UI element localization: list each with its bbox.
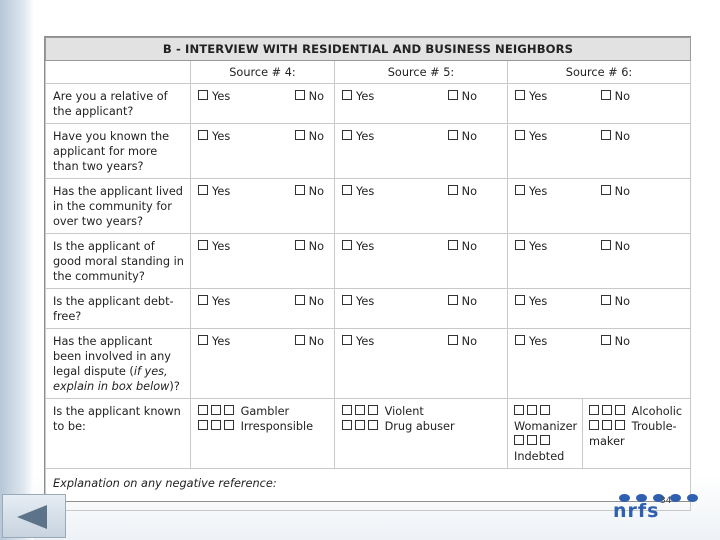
- yes-checkbox[interactable]: Yes: [198, 184, 230, 199]
- no-checkbox[interactable]: No: [295, 239, 324, 254]
- yes-checkbox[interactable]: Yes: [342, 89, 374, 104]
- yes-checkbox[interactable]: Yes: [342, 294, 374, 309]
- no-checkbox[interactable]: No: [448, 129, 477, 144]
- yes-checkbox[interactable]: Yes: [515, 334, 547, 349]
- header-blank-cell: [46, 61, 191, 84]
- interview-table: [45, 37, 691, 511]
- question-row: [46, 399, 691, 469]
- trait-indebted[interactable]: Indebted: [514, 434, 576, 464]
- trait-irresponsible[interactable]: Irresponsible: [198, 419, 328, 434]
- yes-checkbox[interactable]: Yes: [342, 129, 374, 144]
- question-moral-standing: Is the applicant of good moral standing in the community?: [46, 234, 191, 289]
- yes-checkbox[interactable]: Yes: [515, 239, 547, 254]
- yes-checkbox[interactable]: Yes: [515, 129, 547, 144]
- trait-violent[interactable]: Violent: [342, 404, 507, 419]
- question-debt-free: Is the applicant debt-free?: [46, 289, 191, 329]
- trait-alcoholic[interactable]: Alcoholic: [589, 404, 684, 419]
- yes-checkbox[interactable]: Yes: [198, 334, 230, 349]
- no-checkbox[interactable]: No: [295, 334, 324, 349]
- no-checkbox[interactable]: No: [601, 89, 630, 104]
- yes-checkbox[interactable]: Yes: [198, 294, 230, 309]
- form-title: B - INTERVIEW WITH RESIDENTIAL AND BUSINESS NEIGHBORS: [46, 38, 691, 61]
- explanation-label: Explanation on any negative reference:: [53, 477, 277, 490]
- no-checkbox[interactable]: No: [601, 239, 630, 254]
- yes-checkbox[interactable]: Yes: [342, 239, 374, 254]
- question-row: [46, 124, 691, 179]
- no-checkbox[interactable]: No: [448, 294, 477, 309]
- question-row: [46, 289, 691, 329]
- yes-checkbox[interactable]: Yes: [198, 129, 230, 144]
- question-known-two-years: Have you known the applicant for more than two years?: [46, 124, 191, 179]
- yes-checkbox[interactable]: Yes: [198, 239, 230, 254]
- trait-gambler[interactable]: Gambler: [198, 404, 328, 419]
- no-checkbox[interactable]: No: [295, 129, 324, 144]
- question-row: [46, 179, 691, 234]
- source-4-header: Source # 4:: [191, 61, 335, 84]
- neighbors-interview-form: [44, 36, 691, 502]
- yes-checkbox[interactable]: Yes: [515, 89, 547, 104]
- no-checkbox[interactable]: No: [601, 334, 630, 349]
- question-known-to-be: Is the applicant known to be:: [46, 399, 191, 469]
- no-checkbox[interactable]: No: [448, 239, 477, 254]
- no-checkbox[interactable]: No: [448, 89, 477, 104]
- no-checkbox[interactable]: No: [601, 129, 630, 144]
- no-checkbox[interactable]: No: [601, 184, 630, 199]
- source-5-header: Source # 5:: [335, 61, 508, 84]
- no-checkbox[interactable]: No: [295, 89, 324, 104]
- trait-womanizer[interactable]: Womanizer: [514, 404, 576, 434]
- no-checkbox[interactable]: No: [448, 334, 477, 349]
- question-legal-dispute: Has the applicant been involved in any legal dispute (if yes, explain in box below)?: [46, 329, 191, 399]
- question-lived-two-years: Has the applicant lived in the community for over two years?: [46, 179, 191, 234]
- yes-checkbox[interactable]: Yes: [342, 184, 374, 199]
- question-row: [46, 84, 691, 124]
- logo-text: nrfs: [613, 500, 660, 522]
- yes-checkbox[interactable]: Yes: [515, 294, 547, 309]
- slide-left-strip: [0, 0, 34, 540]
- no-checkbox[interactable]: No: [295, 294, 324, 309]
- yes-checkbox[interactable]: Yes: [342, 334, 374, 349]
- question-row: [46, 234, 691, 289]
- back-arrow-icon: [17, 505, 47, 529]
- page-number: 34: [660, 496, 672, 506]
- trait-troublemaker[interactable]: Trouble-maker: [589, 420, 677, 448]
- yes-checkbox[interactable]: Yes: [515, 184, 547, 199]
- previous-slide-button[interactable]: [2, 494, 66, 538]
- explanation-box[interactable]: [46, 469, 691, 511]
- question-relative: Are you a relative of the applicant?: [46, 84, 191, 124]
- nrfs-logo: [613, 494, 703, 524]
- trait-drug-abuser[interactable]: Drug abuser: [342, 419, 507, 434]
- source-6-header: Source # 6:: [508, 61, 691, 84]
- no-checkbox[interactable]: No: [295, 184, 324, 199]
- question-row: [46, 329, 691, 399]
- yes-checkbox[interactable]: Yes: [198, 89, 230, 104]
- no-checkbox[interactable]: No: [448, 184, 477, 199]
- no-checkbox[interactable]: No: [601, 294, 630, 309]
